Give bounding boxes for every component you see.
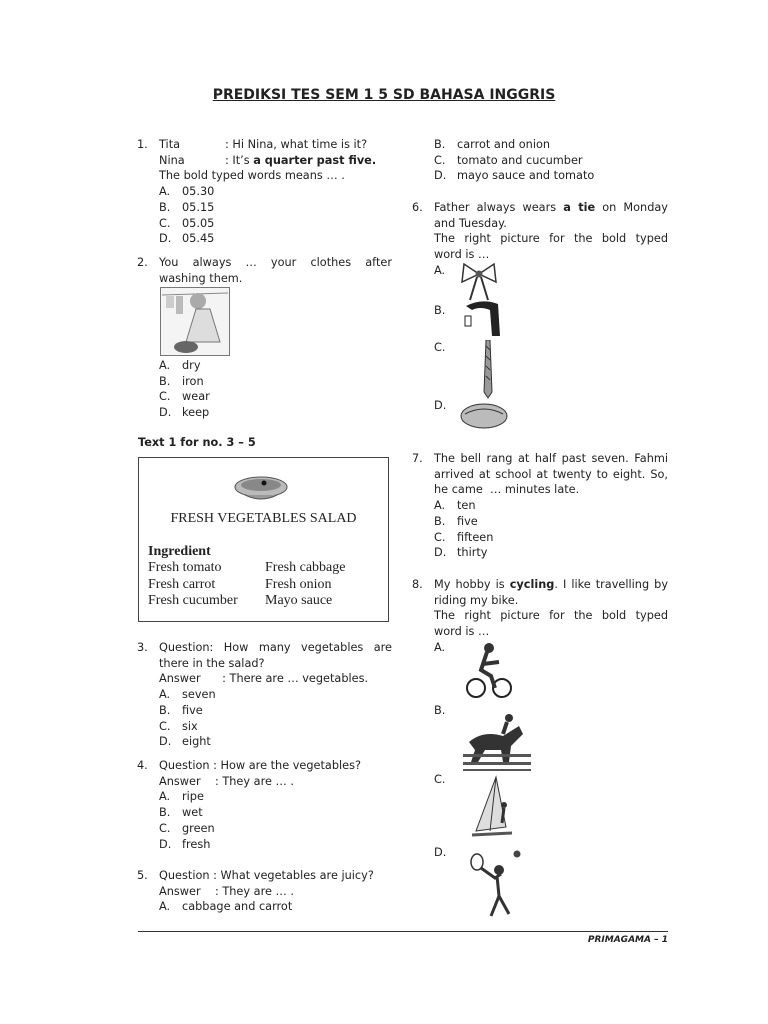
ingredient-heading: Ingredient (148, 544, 211, 559)
option-text: iron (182, 374, 204, 388)
question-stem: arrived at school at twenty to eight. So, (434, 467, 668, 481)
option-letter: A. (159, 185, 171, 199)
answer-line: Answer : There are … vegetables. (159, 672, 369, 686)
question-number: 3. (137, 641, 148, 654)
option-letter: A. (159, 359, 171, 372)
speaker: Tita (159, 138, 181, 151)
question-stem: Question: How many vegetables are (159, 641, 392, 654)
option-a (159, 687, 392, 703)
option-a-label: A. (434, 640, 446, 654)
option-letter: D. (159, 735, 172, 749)
option-b (159, 703, 392, 719)
question-stem: My hobby is (434, 578, 510, 591)
option-text: tomato and cucumber (457, 153, 583, 167)
question-3 (137, 640, 392, 750)
question-stem: Father always wears (434, 201, 564, 214)
option-text: seven (182, 688, 216, 702)
bold-word: a tie (563, 201, 596, 214)
option-a-label: A. (434, 263, 446, 277)
tennis-player-image (467, 848, 527, 920)
bold-word: cycling (509, 578, 555, 591)
option-letter: C. (159, 390, 171, 404)
option-c (159, 821, 392, 837)
option-b (434, 137, 667, 153)
option-text: ripe (182, 790, 204, 804)
option-letter: A. (159, 900, 171, 914)
option-text: six (182, 719, 198, 733)
ingredient: Fresh cucumber (148, 593, 238, 608)
option-b (159, 200, 394, 216)
option-b (159, 805, 392, 821)
salad-bowl-image (233, 475, 289, 503)
ingredients-left (148, 560, 238, 610)
option-b (434, 514, 668, 530)
windsurfing-image (470, 775, 515, 840)
answer-line: Answer : They are … . (159, 774, 294, 788)
question-7 (412, 451, 668, 561)
option-a (159, 899, 392, 915)
option-c (434, 153, 667, 169)
question-stem: he came … minutes late. (434, 483, 580, 497)
question-stem: on Monday (595, 201, 668, 214)
ingredient: Mayo sauce (265, 593, 333, 608)
option-text: wear (182, 390, 210, 404)
option-text: ten (457, 499, 476, 513)
question-stem: The right picture for the bold typed (434, 232, 668, 246)
ingredients-right (265, 560, 345, 610)
option-d (434, 545, 668, 561)
footer-text: PRIMAGAMA – 1 (587, 935, 668, 945)
option-text: keep (182, 406, 210, 420)
question-4 (137, 758, 392, 852)
option-letter: B. (159, 374, 171, 388)
question-stem: Question : What vegetables are juicy? (159, 869, 374, 882)
question-stem: The right picture for the bold typed (434, 609, 668, 623)
ingredient: Fresh cabbage (265, 560, 346, 575)
option-letter: B. (434, 138, 446, 151)
option-text: five (182, 703, 203, 717)
speaker: Nina (159, 153, 185, 167)
salad-text-box (138, 457, 389, 622)
question-stem: You always … your clothes after (159, 256, 392, 269)
option-c (159, 719, 392, 735)
question-number: 5. (137, 869, 148, 882)
option-letter: A. (159, 688, 171, 702)
option-b (159, 374, 392, 390)
option-b-label: B. (434, 704, 446, 717)
question-stem: Question : How are the vegetables? (159, 759, 361, 772)
option-text: cabbage and carrot (182, 900, 293, 914)
option-text: 05.45 (182, 232, 215, 246)
hat-image (459, 396, 509, 430)
ingredient: Fresh carrot (148, 576, 216, 592)
option-letter: C. (159, 719, 171, 733)
option-a (159, 184, 394, 200)
question-stem: washing them. (159, 271, 243, 285)
option-d-label: D. (434, 399, 447, 412)
cyclist-image (465, 640, 513, 700)
option-letter: B. (434, 514, 446, 528)
footer-rule (138, 931, 668, 932)
option-a (159, 358, 392, 374)
option-d (159, 405, 392, 421)
option-letter: D. (434, 546, 447, 560)
option-text: 05.15 (182, 200, 215, 214)
question-number: 1. (137, 138, 148, 151)
tie-image (478, 340, 498, 400)
option-text: green (182, 821, 215, 835)
question-5 (137, 868, 392, 915)
option-letter: C. (434, 153, 446, 167)
option-d (159, 837, 392, 853)
option-b-label: B. (434, 304, 446, 317)
text-1-heading: Text 1 for no. 3 – 5 (138, 436, 256, 449)
option-c-label: C. (434, 341, 446, 354)
question-number: 7. (412, 452, 423, 465)
option-text: mayo sauce and tomato (457, 169, 595, 183)
option-text: wet (182, 806, 203, 820)
question-number: 8. (412, 578, 423, 591)
horse-riding-image (463, 712, 531, 772)
question-2 (137, 255, 392, 286)
option-d (159, 231, 394, 247)
page-title: PREDIKSI TES SEM 1 5 SD BAHASA INGGRIS (212, 87, 556, 103)
option-c (434, 530, 668, 546)
option-letter: A. (159, 790, 171, 804)
option-letter: B. (159, 703, 171, 717)
question-number: 4. (137, 759, 148, 772)
option-text: thirty (457, 546, 488, 560)
question-stem: The bold typed words means … . (159, 169, 345, 183)
option-c (159, 216, 394, 232)
answer-line: Answer : They are … . (159, 884, 294, 898)
option-letter: D. (434, 169, 447, 183)
question-stem: there in the salad? (159, 656, 265, 670)
bold-phrase: a quarter past five. (253, 153, 377, 167)
question-number: 6. (412, 201, 423, 214)
option-text: eight (182, 735, 211, 749)
option-text: fifteen (457, 530, 494, 544)
option-letter: D. (159, 232, 172, 246)
option-text: 05.05 (182, 216, 215, 230)
option-text: 05.30 (182, 185, 215, 199)
question-stem: word is … (434, 625, 490, 639)
option-text: five (457, 514, 478, 528)
question-stem: . I like travelling by (554, 578, 669, 591)
belt-image (462, 298, 507, 340)
option-letter: D. (159, 837, 172, 851)
option-letter: C. (159, 821, 171, 835)
option-c (159, 389, 392, 405)
option-letter: B. (159, 806, 171, 820)
question-1 (137, 137, 394, 247)
option-letter: C. (159, 216, 171, 230)
question-stem: and Tuesday. (434, 216, 507, 230)
option-a (434, 498, 668, 514)
laundry-girl-image (160, 287, 230, 356)
dialog-line: : It’s (225, 153, 254, 167)
ingredient: Fresh onion (265, 576, 332, 592)
question-stem: word is … (434, 248, 490, 262)
question-stem: The bell rang at half past seven. Fahmi (434, 452, 668, 465)
option-letter: D. (159, 406, 172, 420)
option-d (159, 734, 392, 750)
option-d-label: D. (434, 846, 447, 859)
option-c-label: C. (434, 773, 446, 786)
question-2-options (159, 358, 392, 421)
question-number: 2. (137, 256, 148, 269)
option-text: carrot and onion (457, 138, 551, 151)
option-text: dry (182, 359, 201, 372)
option-d (434, 168, 667, 184)
ingredient: Fresh tomato (148, 560, 222, 575)
salad-title: FRESH VEGETABLES SALAD (170, 511, 357, 526)
option-letter: C. (434, 530, 446, 544)
question-stem: riding my bike. (434, 593, 519, 607)
option-letter: B. (159, 200, 171, 214)
option-text: fresh (182, 837, 211, 851)
option-letter: A. (434, 499, 446, 513)
question-5-options-continued (434, 137, 667, 184)
option-a (159, 789, 392, 805)
bow-image (460, 262, 498, 302)
dialog-line: : Hi Nina, what time is it? (225, 138, 368, 151)
